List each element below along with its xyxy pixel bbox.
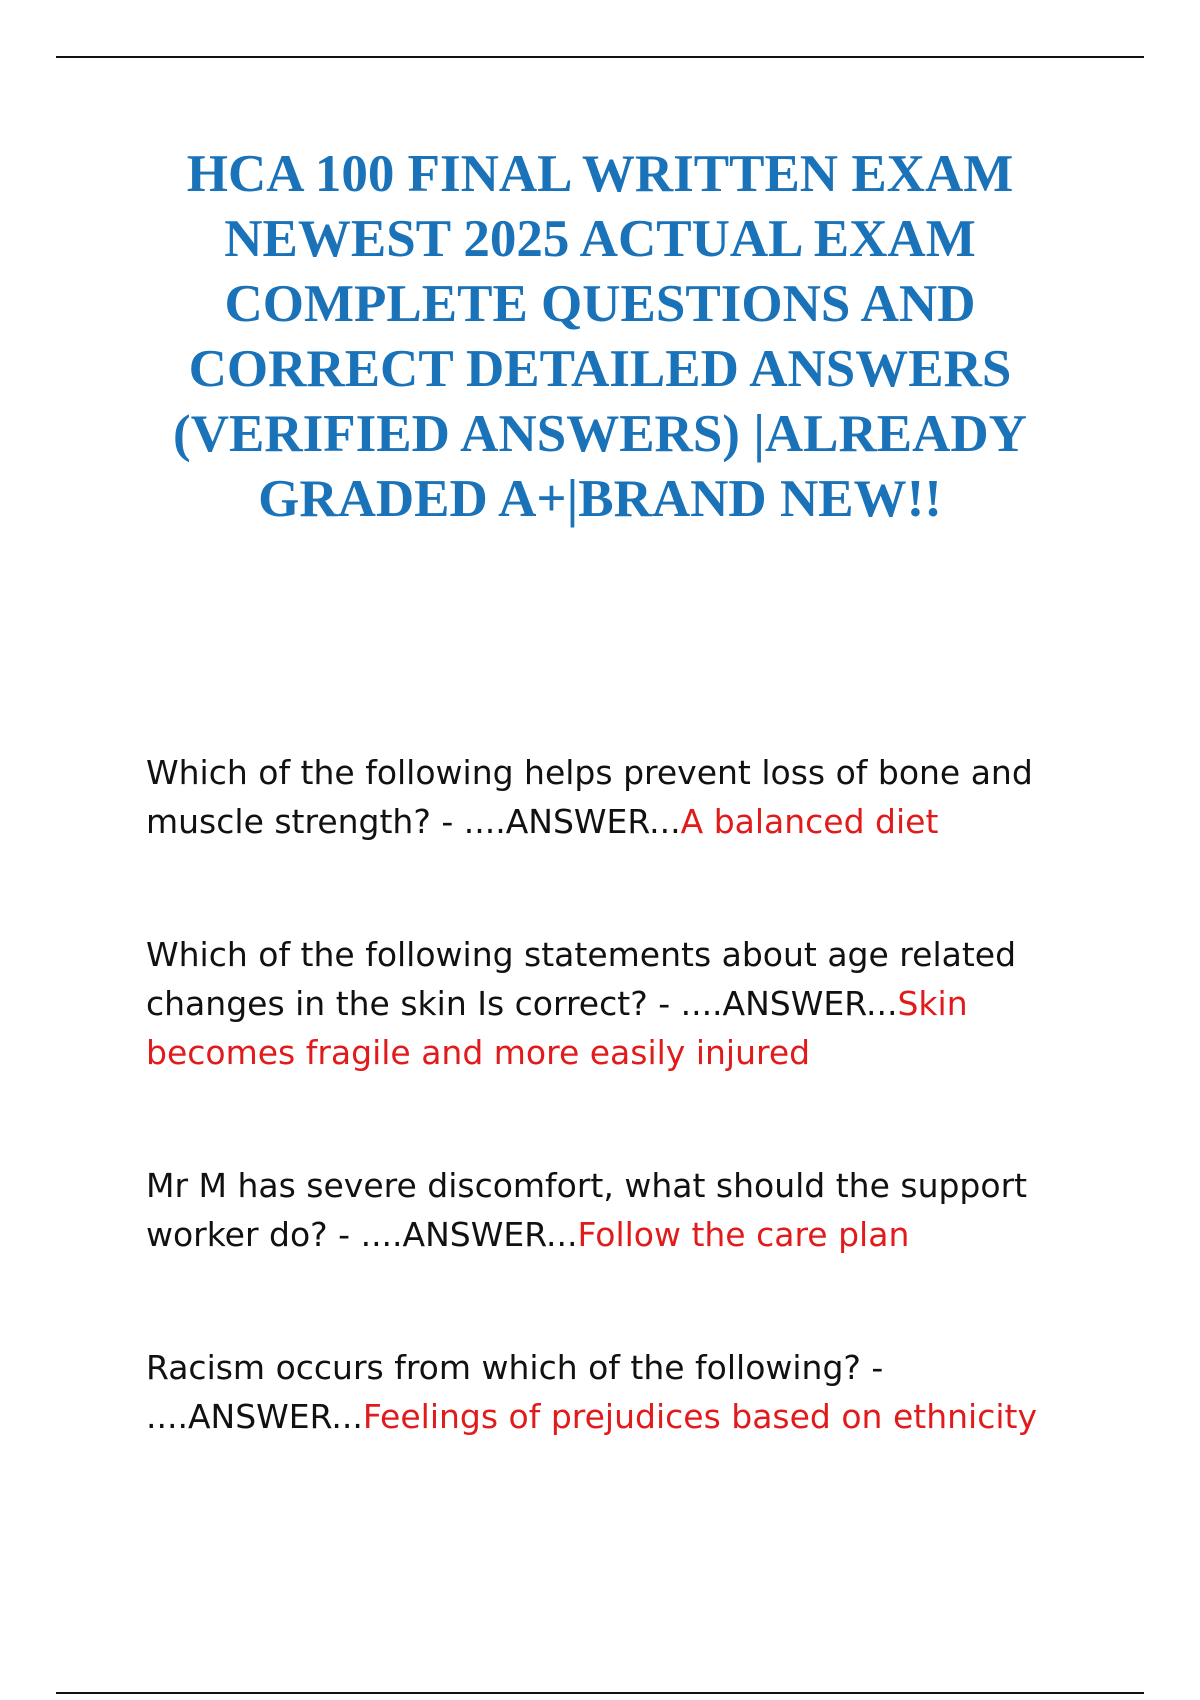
qa-item [146, 1161, 1046, 1259]
question-text: Mr M has severe discomfort, what should the support worker do? - ....ANSWER... [146, 1166, 1028, 1254]
title-line: CORRECT DETAILED ANSWERS [188, 340, 1012, 398]
question-answer-list [146, 748, 1046, 1441]
question-text: Racism occurs from which of the following? - ....ANSWER... [146, 1348, 884, 1436]
document-title [130, 142, 1070, 532]
qa-item [146, 1343, 1046, 1441]
title-line: HCA 100 FINAL WRITTEN EXAM [186, 145, 1014, 203]
answer-text: Skin becomes fragile and more easily injured [146, 984, 968, 1072]
answer-text: Feelings of prejudices based on ethnicity [362, 1397, 1037, 1436]
footer-rule [56, 1692, 1144, 1694]
title-line: COMPLETE QUESTIONS AND [224, 275, 976, 333]
title-line: (VERIFIED ANSWERS) |ALREADY [173, 405, 1027, 463]
answer-text: A balanced diet [680, 802, 939, 841]
title-line: GRADED A+|BRAND NEW!! [258, 470, 942, 528]
qa-item [146, 930, 1046, 1077]
qa-item [146, 748, 1046, 846]
title-line: NEWEST 2025 ACTUAL EXAM [224, 210, 976, 268]
answer-text: Follow the care plan [577, 1215, 910, 1254]
question-text: Which of the following helps prevent loss of bone and muscle strength? - ....ANSWER... [146, 753, 1033, 841]
question-text: Which of the following statements about age related changes in the skin Is correct? - ....ANSWER... [146, 935, 1017, 1023]
header-rule [56, 56, 1144, 58]
